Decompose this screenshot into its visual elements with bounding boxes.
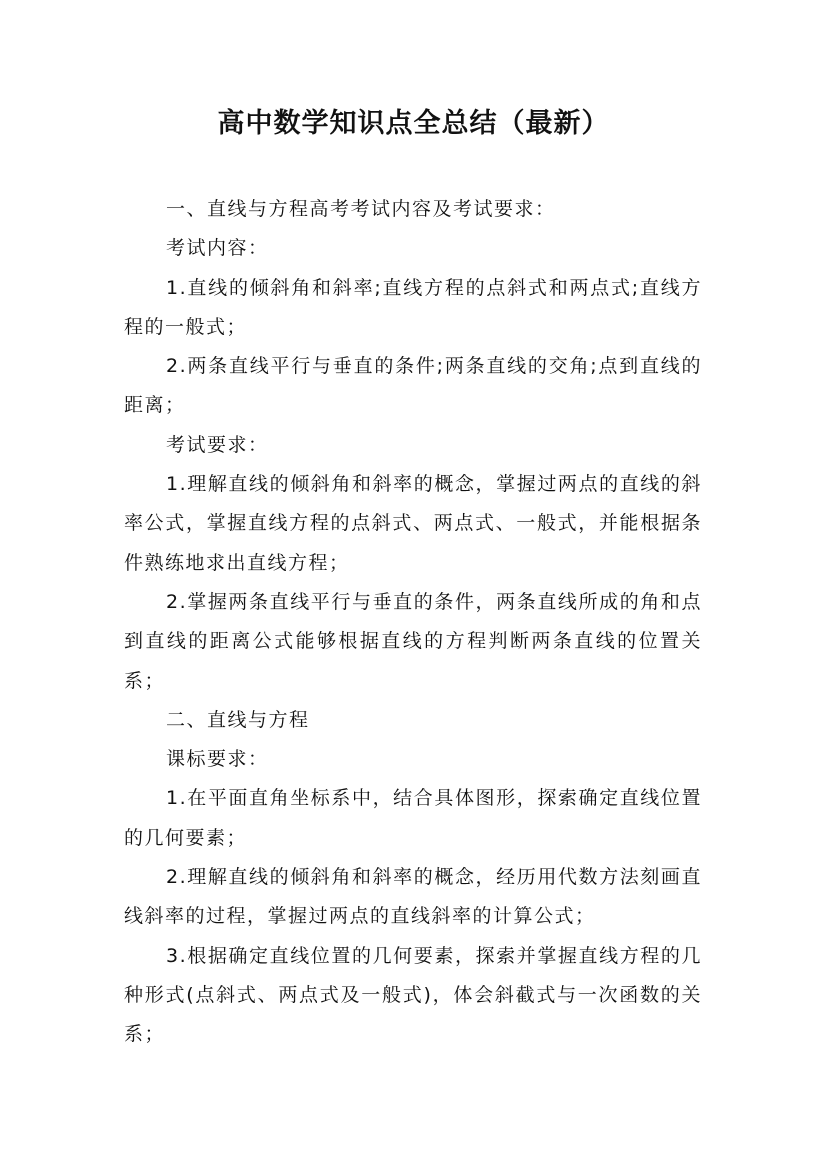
paragraph-exam-heading: 一、直线与方程高考考试内容及考试要求： — [166, 198, 556, 220]
document-body — [124, 190, 702, 1055]
paragraph-content-item-2: 2.两条直线平行与垂直的条件;两条直线的交角;点到直线的距离； — [124, 355, 702, 417]
paragraph-exam-content-label: 考试内容： — [166, 237, 269, 260]
paragraph-requirement-item-1: 1.理解直线的倾斜角和斜率的概念，掌握过两点的直线的斜率公式，掌握直线方程的点斜式、两点式、一般式，并能根据条件熟练地求出直线方程； — [124, 473, 702, 574]
paragraph-curriculum-item-1: 1.在平面直角坐标系中，结合具体图形，探索确定直线位置的几何要素； — [124, 787, 702, 849]
paragraph-curriculum-item-2: 2.理解直线的倾斜角和斜率的概念，经历用代数方法刻画直线斜率的过程，掌握过两点的直线斜率的计算公式； — [124, 866, 702, 928]
paragraph-curriculum-label: 课标要求： — [166, 748, 269, 771]
paragraph-content-item-1: 1.直线的倾斜角和斜率;直线方程的点斜式和两点式;直线方程的一般式； — [124, 276, 702, 338]
document-title: 高中数学知识点全总结（最新） — [217, 108, 610, 139]
paragraph-exam-requirements-label: 考试要求： — [166, 433, 269, 456]
paragraph-curriculum-item-3: 3.根据确定直线位置的几何要素，探索并掌握直线方程的几种形式(点斜式、两点式及一般式)，体会斜截式与一次函数的关系； — [124, 944, 702, 1046]
paragraph-section-2-heading: 二、直线与方程 — [166, 708, 310, 731]
paragraph-requirement-item-2: 2.掌握两条直线平行与垂直的条件，两条直线所成的角和点到直线的距离公式能够根据直线的方程判断两条直线的位置关系； — [124, 590, 702, 692]
